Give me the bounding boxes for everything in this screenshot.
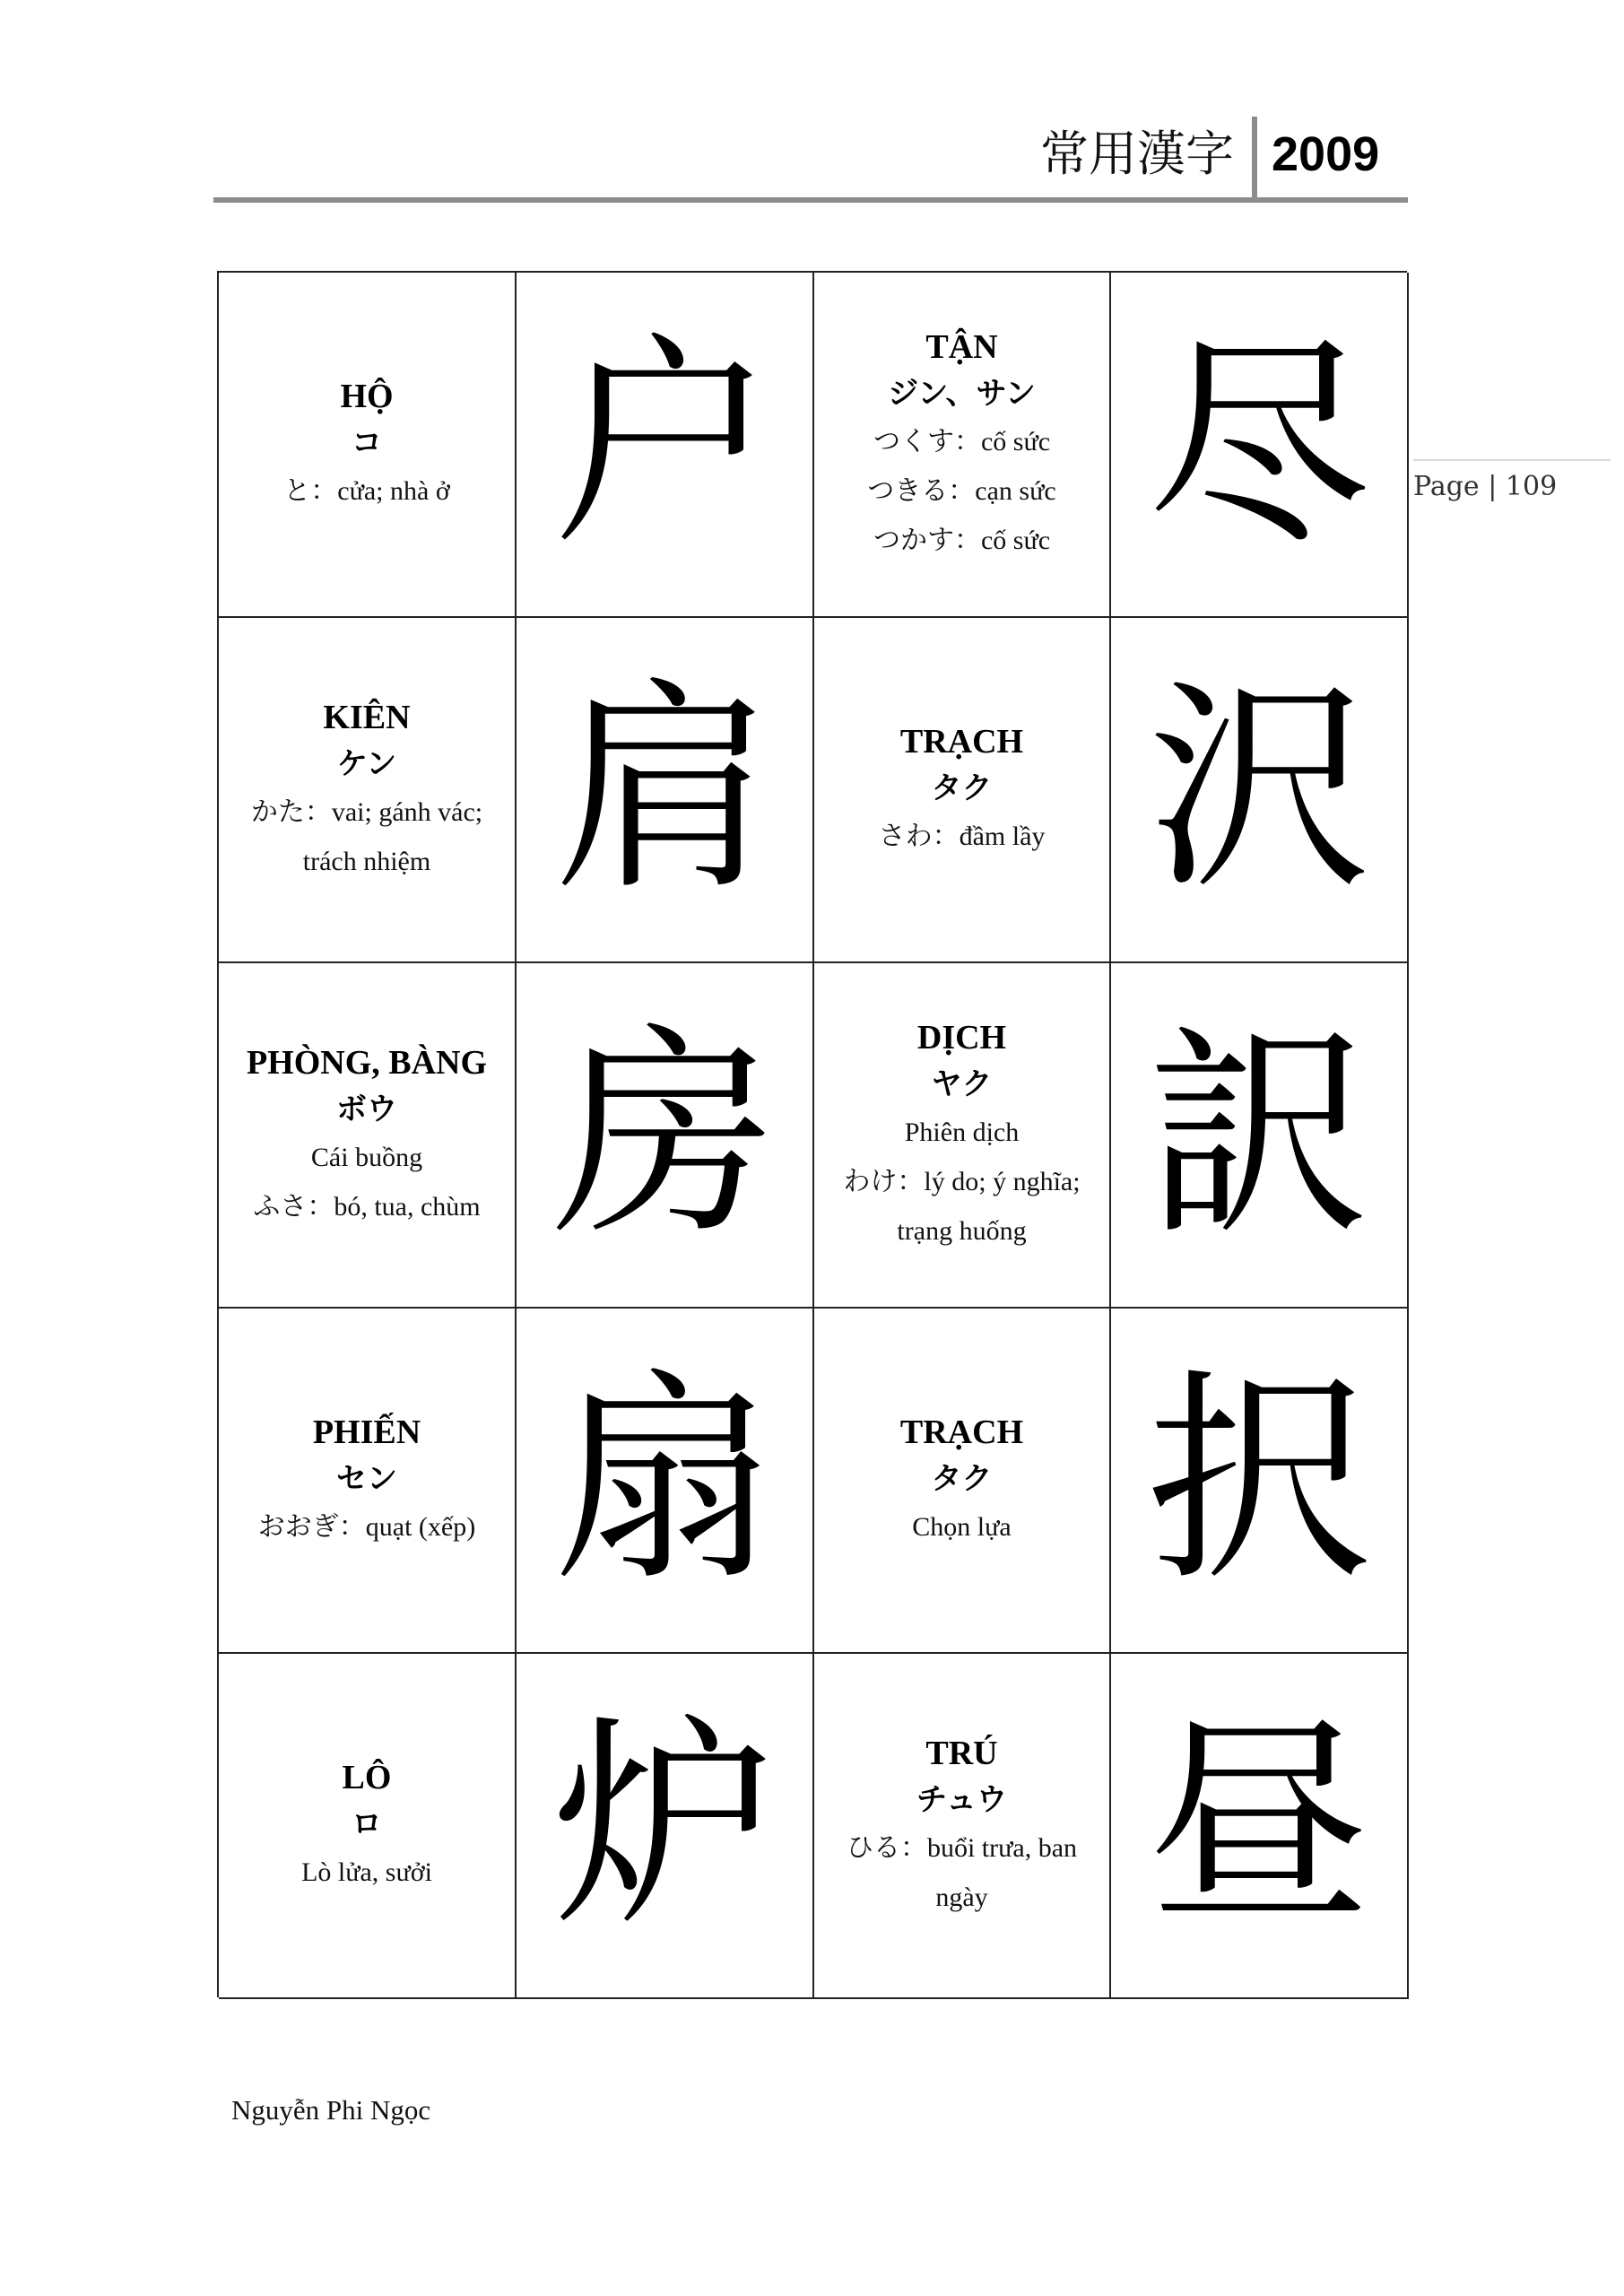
han-viet-reading: DỊCH [916, 1019, 1007, 1057]
kanji-info-cell [814, 273, 1111, 618]
kanji-glyph: 沢 [1147, 658, 1371, 920]
header-separator [1252, 117, 1257, 201]
kanji-character-cell [1111, 1309, 1409, 1654]
han-viet-reading: HỘ [340, 378, 394, 415]
kanji-character-cell [1111, 273, 1409, 618]
han-viet-reading: LÔ [342, 1759, 392, 1796]
han-viet-reading: PHÒNG, BÀNG [246, 1043, 488, 1082]
kanji-info-cell [814, 1309, 1111, 1654]
meaning-line: さわ：đầm lầy [878, 822, 1046, 851]
han-viet-reading: TRẠCH [899, 723, 1024, 761]
page-number-value: 109 [1505, 471, 1558, 502]
han-viet-reading: TẬN [925, 328, 998, 366]
han-viet-reading: PHIẾN [312, 1413, 421, 1451]
meaning-line: Cái buồng [310, 1142, 423, 1172]
kanji-glyph: 房 [552, 1004, 777, 1265]
kanji-info-cell [219, 1309, 517, 1654]
meaning-line: つくす：cố sức [873, 427, 1051, 457]
han-viet-reading: TRẠCH [899, 1413, 1024, 1451]
meaning-line: ふさ：bó, tua, chùm [253, 1191, 481, 1222]
meaning-line: ngày [935, 1882, 988, 1912]
kanji-glyph: 尽 [1147, 313, 1371, 575]
meaning-line: Lò lửa, sưởi [301, 1857, 432, 1887]
on-reading: セン [336, 1461, 397, 1497]
meaning-line: trạng huống [897, 1216, 1027, 1246]
page-label: Page [1413, 471, 1480, 502]
meaning-line: trách nhiệm [302, 846, 431, 876]
kanji-card-table [217, 271, 1407, 1997]
on-reading: ケン [336, 745, 397, 782]
kanji-info-cell [219, 963, 517, 1309]
meaning-line: と：cửa; nhà ở [283, 476, 450, 506]
footer-author: Nguyễn Phi Ngọc [231, 2094, 431, 2126]
meaning-line: つかす：cố sức [873, 526, 1051, 555]
kanji-character-cell [1111, 1654, 1409, 1999]
header-year: 2009 [1272, 127, 1380, 181]
header-rule [213, 197, 1408, 203]
on-reading: チュウ [916, 1781, 1007, 1818]
on-reading: ヤク [931, 1066, 993, 1102]
meaning-line: おおぎ：quạt (xếp) [257, 1512, 476, 1542]
kanji-character-cell [517, 963, 814, 1309]
on-reading: タク [931, 1461, 993, 1497]
kanji-character-cell [1111, 963, 1409, 1309]
kanji-character-cell [517, 1654, 814, 1999]
meaning-line: わけ：lý do; ý nghĩa; [843, 1167, 1081, 1196]
kanji-info-cell [814, 1654, 1111, 1999]
kanji-info-cell [814, 618, 1111, 963]
header-title: 常用漢字 [1040, 126, 1234, 182]
page-number [1413, 459, 1611, 509]
kanji-info-cell [219, 1654, 517, 1999]
meaning-line: Chọn lựa [912, 1512, 1012, 1542]
kanji-glyph: 扇 [552, 1349, 777, 1611]
kanji-info-cell [814, 963, 1111, 1309]
meaning-line: つきる：cạn sức [867, 476, 1056, 506]
meaning-line: ひる：buổi trưa, ban [846, 1832, 1078, 1863]
meaning-line: かた：vai; gánh vác; [250, 796, 483, 827]
kanji-info-cell [219, 273, 517, 618]
kanji-glyph: 炉 [552, 1694, 777, 1956]
on-reading: ロ [352, 1806, 382, 1842]
on-reading: ジン、サン [888, 376, 1036, 412]
kanji-glyph: 択 [1147, 1349, 1371, 1611]
kanji-character-cell [517, 618, 814, 963]
han-viet-reading: KIÊN [323, 698, 411, 736]
meaning-line: Phiên dịch [904, 1118, 1020, 1147]
kanji-info-cell [219, 618, 517, 963]
han-viet-reading: TRÚ [925, 1734, 998, 1772]
kanji-glyph: 肩 [552, 658, 777, 920]
kanji-glyph: 户 [552, 313, 777, 575]
kanji-character-cell [517, 273, 814, 618]
on-reading: タク [931, 770, 993, 806]
on-reading: コ [352, 425, 382, 461]
kanji-character-cell [1111, 618, 1409, 963]
on-reading: ボウ [336, 1091, 397, 1127]
kanji-glyph: 昼 [1147, 1694, 1371, 1956]
kanji-character-cell [517, 1309, 814, 1654]
page-separator: | [1488, 471, 1498, 502]
kanji-glyph: 訳 [1147, 1004, 1371, 1265]
